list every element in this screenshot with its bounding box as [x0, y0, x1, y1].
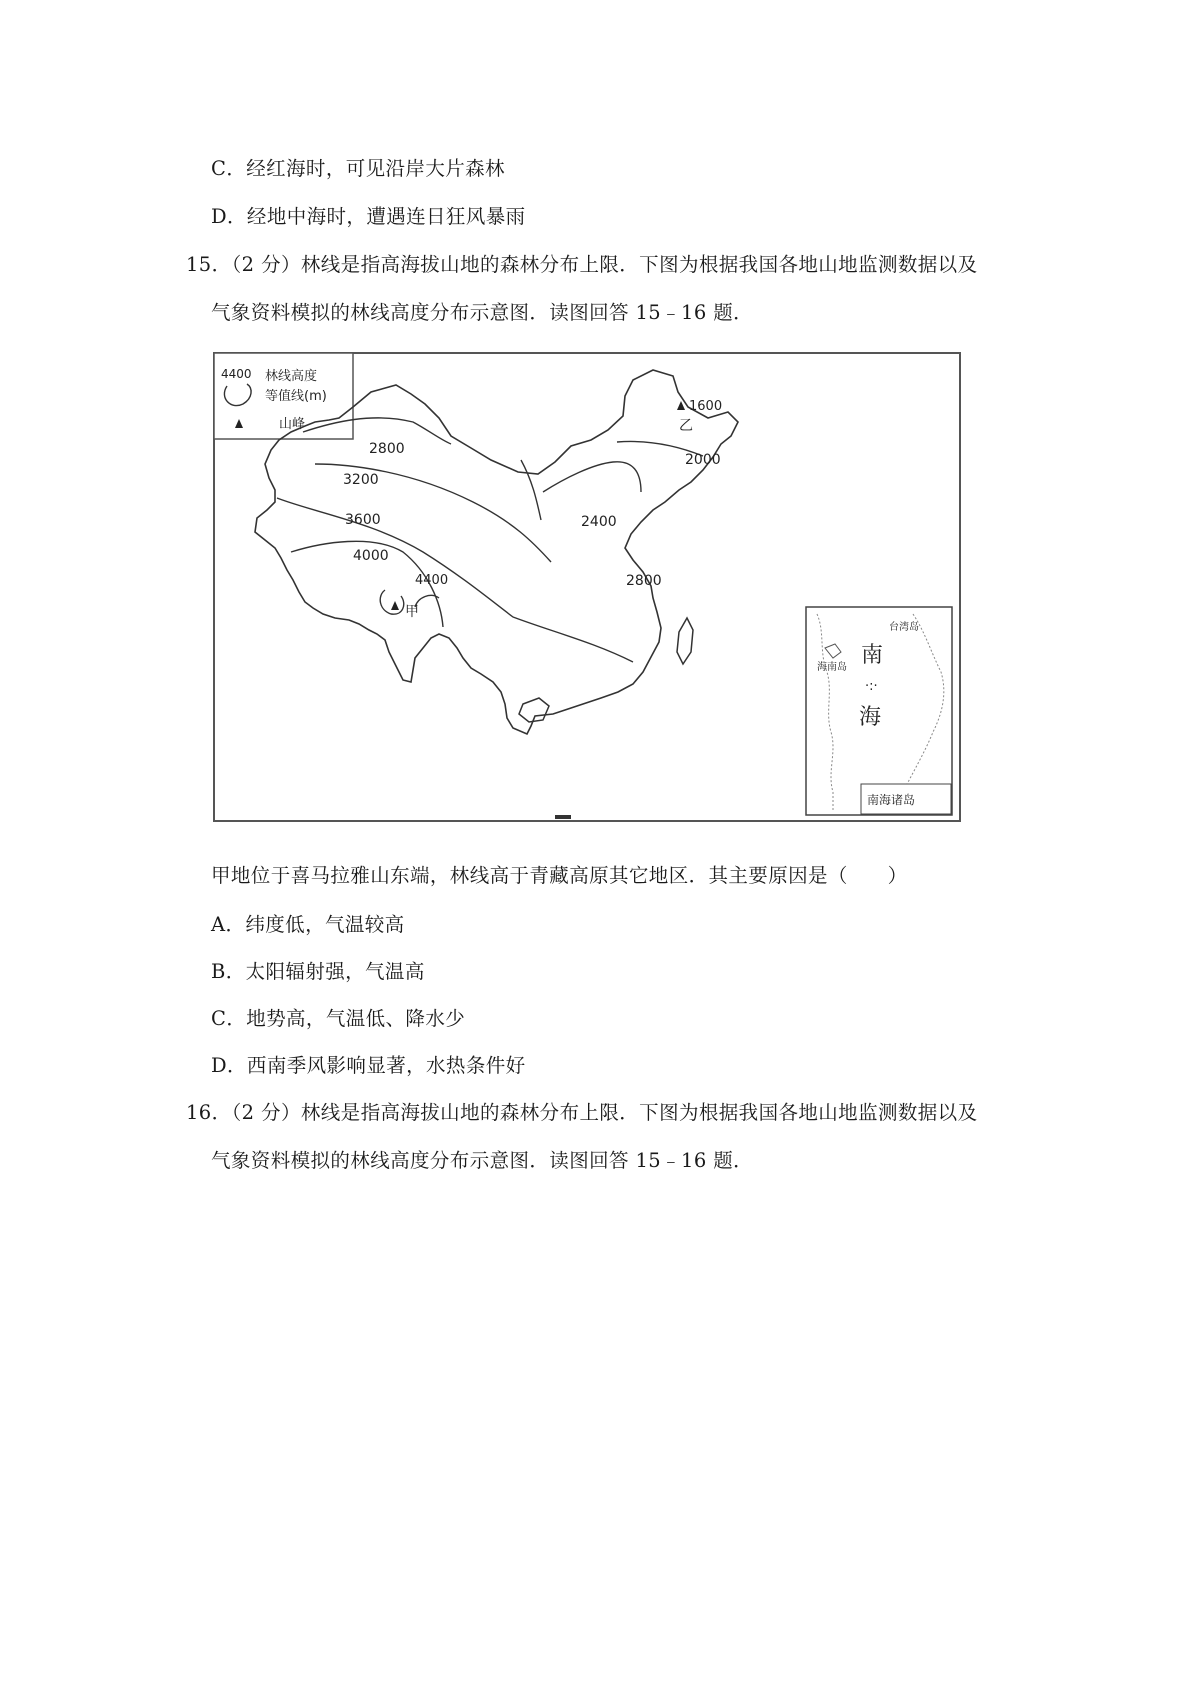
- legend-isoline-label-1: 林线高度: [265, 369, 318, 384]
- q15-option-d: D．西南季风影响显著，水热条件好: [211, 1054, 526, 1077]
- inset-taiwan-label: 台湾岛: [889, 622, 919, 633]
- q16-stem-line1: 16．（2 分）林线是指高海拔山地的森林分布上限．下图为根据我国各地山地监测数据以及: [186, 1101, 978, 1124]
- inset-islands-label: 南海诸岛: [867, 793, 916, 807]
- q15-question: 甲地位于喜马拉雅山东端，林线高于青藏高原其它地区．其主要原因是（ ）: [211, 864, 908, 887]
- peak-yi-value: 1600: [689, 399, 723, 414]
- svg-text:·:·: ·:·: [865, 679, 878, 694]
- q15-option-a: A．纬度低，气温较高: [211, 913, 405, 936]
- frame-bottom-mark: [555, 815, 571, 819]
- inset-sea-char-1: 南: [861, 643, 884, 668]
- contour-label-2400: 2400: [581, 514, 617, 530]
- peak-jia-name: 甲: [405, 604, 419, 620]
- legend-isoline-label-2: 等值线(m): [265, 389, 327, 404]
- peak-jia-value: 4400: [415, 573, 449, 588]
- q14-option-d: D．经地中海时，遭遇连日狂风暴雨: [211, 205, 526, 228]
- contour-label-2800-north: 2800: [369, 441, 405, 457]
- treeline-map: [213, 352, 961, 822]
- q16-stem-line2: 气象资料模拟的林线高度分布示意图．读图回答 15﹣16 题．: [211, 1149, 754, 1172]
- q15-stem-line2: 气象资料模拟的林线高度分布示意图．读图回答 15﹣16 题．: [211, 301, 754, 324]
- contour-label-4000: 4000: [353, 548, 389, 564]
- inset-hainan-label: 海南岛: [817, 662, 847, 673]
- contour-label-3200: 3200: [343, 472, 379, 488]
- q15-option-b: B．太阳辐射强，气温高: [211, 960, 425, 983]
- inset-sea-char-2: 海: [859, 705, 882, 730]
- contour-label-2800-east: 2800: [626, 573, 662, 589]
- contour-label-3600: 3600: [345, 512, 381, 528]
- legend-sample-value: 4400: [221, 367, 252, 381]
- peak-yi-name: 乙: [679, 418, 693, 434]
- legend-peak-label: 山峰: [279, 417, 306, 432]
- south-china-sea-inset: [806, 607, 952, 815]
- q15-option-c: C．地势高，气温低、降水少: [211, 1007, 466, 1030]
- map-legend: [214, 353, 353, 439]
- contour-label-2000: 2000: [685, 452, 721, 468]
- q14-option-c: C．经红海时，可见沿岸大片森林: [211, 157, 505, 180]
- q15-stem-line1: 15．（2 分）林线是指高海拔山地的森林分布上限．下图为根据我国各地山地监测数据以及: [186, 253, 978, 276]
